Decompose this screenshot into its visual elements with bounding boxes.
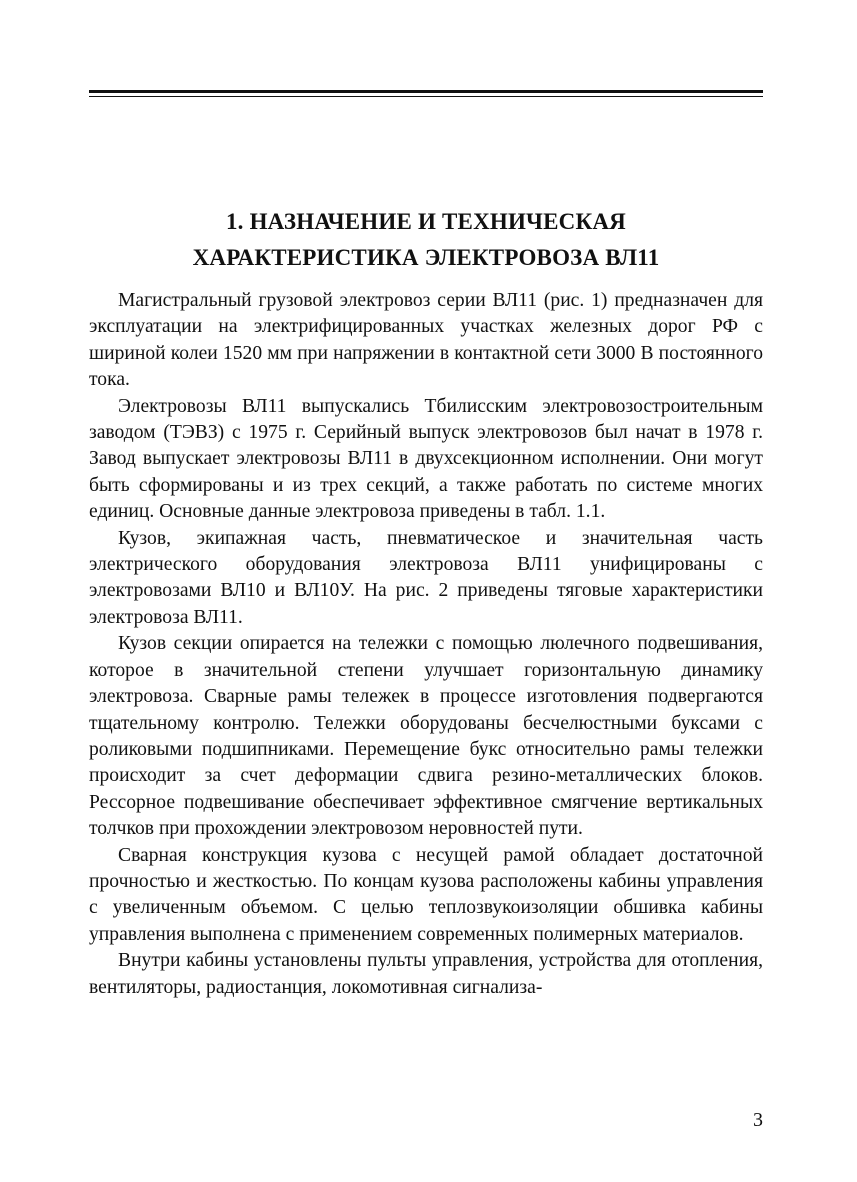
paragraph: Внутри кабины установлены пульты управления, устройства для отопления, вентиляторы, радиостанция, локомотивная сигнализа- xyxy=(89,950,763,998)
paragraph: Кузов секции опирается на тележки с помощью люлечного подвешивания, которое в значительной степени улучшает горизонтальную динамику электровоза. Сварные рамы тележек в процессе изготовления подвергаются тщательному контролю. Тележки оборудованы бесчелюстными буксами с роликовыми подшипниками. Перемещение букс относительно рамы тележки происходит за счет деформации сдвига резино-металлических блоков. Рессорное подвешивание обеспечивает эффективное смягчение вертикальных толчков при прохождении электровозом неровностей пути. xyxy=(89,633,763,840)
chapter-title-line-2: ХАРАКТЕРИСТИКА ЭЛЕКТРОВОЗА ВЛ11 xyxy=(192,245,660,270)
header-rule-thin xyxy=(89,96,763,97)
page-number: 3 xyxy=(753,1109,763,1131)
paragraph: Сварная конструкция кузова с несущей рамой обладает достаточной прочностью и жесткостью. По концам кузова расположены кабины управления с увеличенным объемом. С целью теплозвукоизоляции обшивка кабины управления выполнена с применением современных полимерных материалов. xyxy=(89,844,763,945)
chapter-title-line-1: 1. НАЗНАЧЕНИЕ И ТЕХНИЧЕСКАЯ xyxy=(225,209,626,234)
body-text xyxy=(89,288,763,1001)
paragraph: Электровозы ВЛ11 выпускались Тбилисским электровозостроительным заводом (ТЭВЗ) с 1975 г. Серийный выпуск электровозов был начат в 1978 г. Завод выпускает электровозы ВЛ11 в двухсекционном исполнении. Они могут быть сформированы и из трех секций, а также работать по системе многих единиц. Основные данные электровоза приведены в табл. 1.1. xyxy=(89,395,763,523)
paragraph: Кузов, экипажная часть, пневматическое и значительная часть электрического оборудования электровоза ВЛ11 унифицированы с электровозами ВЛ10 и ВЛ10У. На рис. 2 приведены тяговые характеристики электровоза ВЛ11. xyxy=(89,527,763,628)
paragraph: Магистральный грузовой электровоз серии ВЛ11 (рис. 1) предназначен для эксплуатации на электрифицированных участках железных дорог РФ с шириной колеи 1520 мм при напряжении в контактной сети 3000 В постоянного тока. xyxy=(89,290,763,391)
chapter-title xyxy=(89,204,763,276)
header-rule-thick xyxy=(89,90,763,93)
